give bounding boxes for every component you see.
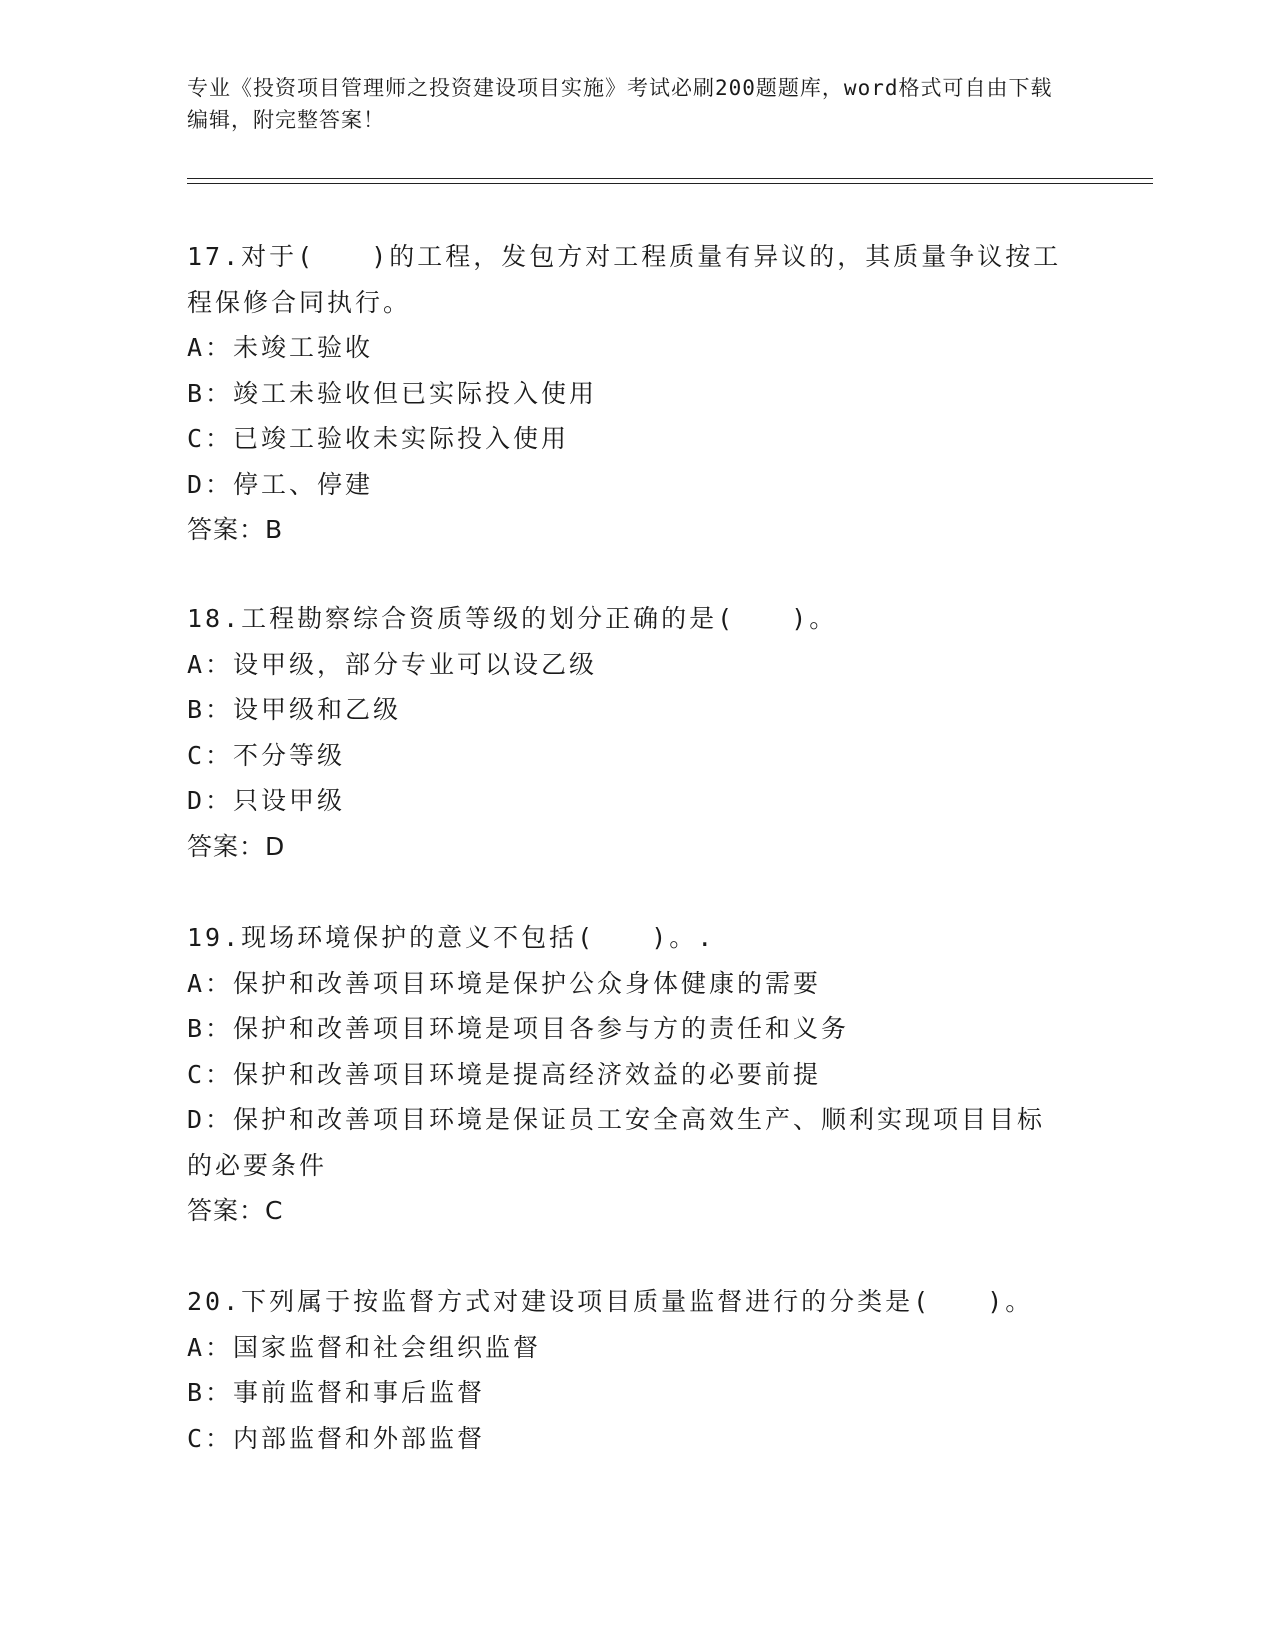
option-a: A：设甲级，部分专业可以设乙级	[187, 649, 598, 679]
option-d: D：停工、停建	[187, 469, 374, 499]
answer-line: 答案：B	[187, 515, 284, 544]
question-19	[187, 915, 1087, 1234]
header-divider-top	[187, 178, 1153, 179]
option-d: D：只设甲级	[187, 786, 346, 815]
document-intro: 专业《投资项目管理师之投资建设项目实施》考试必刷200题题库，word格式可自由下载编辑，附完整答案！	[187, 76, 1053, 132]
option-c: C：内部监督和外部监督	[187, 1423, 486, 1453]
option-c: C：保护和改善项目环境是提高经济效益的必要前提	[187, 1059, 822, 1089]
option-b: B：事前监督和事后监督	[187, 1378, 486, 1407]
question-stem: 17.对于( )的工程，发包方对工程质量有异议的，其质量争议按工程保修合同执行。	[187, 242, 1062, 317]
question-stem: 20.下列属于按监督方式对建设项目质量监督进行的分类是( )。	[187, 1287, 1034, 1316]
option-d: D：保护和改善项目环境是保证员工安全高效生产、顺利实现项目目标的必要条件	[187, 1105, 1046, 1180]
option-b: B：竣工未验收但已实际投入使用	[187, 378, 598, 408]
question-17	[187, 234, 1087, 553]
option-a: A：未竣工验收	[187, 333, 374, 362]
answer-line: 答案：D	[187, 831, 286, 861]
option-b: B：设甲级和乙级	[187, 695, 402, 724]
option-c: C：不分等级	[187, 740, 346, 770]
header-divider-bottom	[187, 183, 1153, 184]
answer-line: 答案：C	[187, 1196, 284, 1225]
option-a: A：保护和改善项目环境是保护公众身体健康的需要	[187, 968, 822, 998]
question-stem: 18.工程勘察综合资质等级的划分正确的是( )。	[187, 604, 838, 633]
question-18	[187, 596, 1087, 869]
option-b: B：保护和改善项目环境是项目各参与方的责任和义务	[187, 1014, 850, 1043]
option-c: C：已竣工验收未实际投入使用	[187, 424, 570, 453]
question-20	[187, 1279, 1087, 1461]
question-stem: 19.现场环境保护的意义不包括( )。.	[187, 923, 716, 952]
option-a: A：国家监督和社会组织监督	[187, 1332, 542, 1362]
